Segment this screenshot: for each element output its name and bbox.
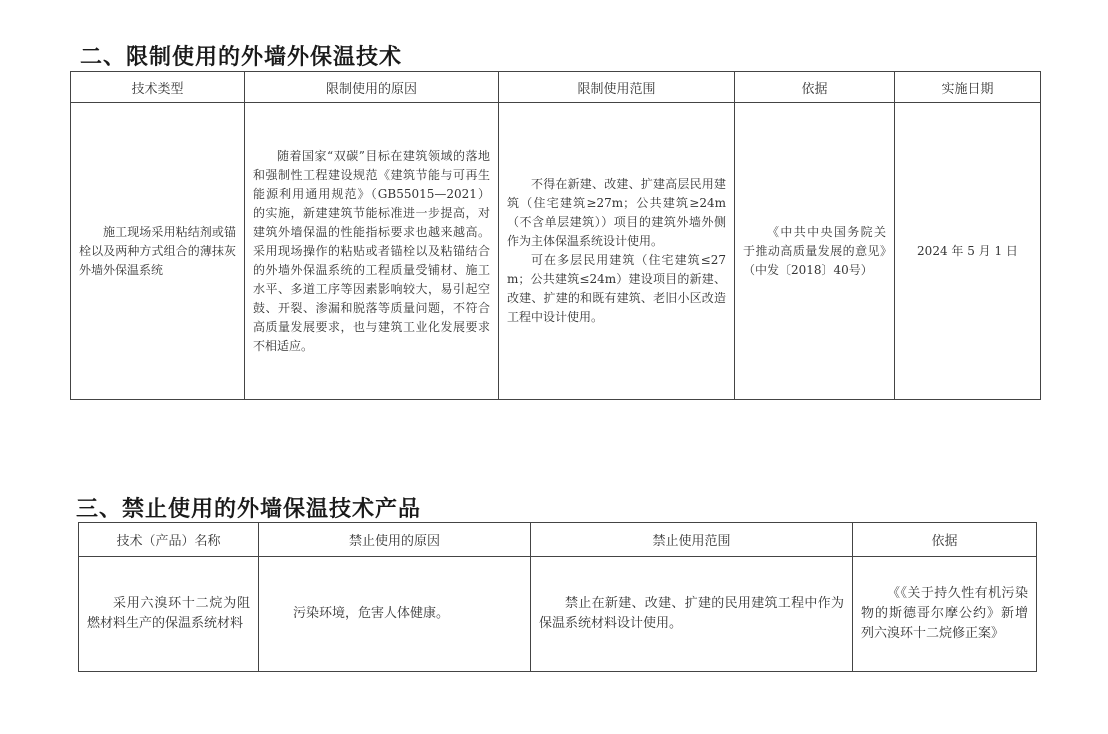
cell-effective-date — [895, 103, 1041, 400]
basis-text: 《《关于持久性有机污染物的斯德哥尔摩公约》新增列六溴环十二烷修正案》 — [861, 586, 1028, 641]
header-restriction-scope: 限制使用范围 — [499, 72, 735, 103]
cell-restriction-reason — [245, 103, 499, 400]
section-2-title: 二、限制使用的外墙外保温技术 — [80, 44, 403, 70]
table-row — [71, 103, 1041, 400]
header-product-name: 技术（产品）名称 — [79, 523, 259, 557]
prohibition-reason-text: 污染环境，危害人体健康。 — [293, 606, 450, 621]
cell-prohibition-scope — [531, 557, 853, 672]
cell-restriction-scope — [499, 103, 735, 400]
cell-basis — [735, 103, 895, 400]
restriction-scope-text-1: 不得在新建、改建、扩建高层民用建筑（住宅建筑≥27m；公共建筑≥24m（不含单层建筑））项目的建筑外墙外侧作为主体保温系统设计使用。 — [507, 177, 726, 248]
cell-tech-type — [71, 103, 245, 400]
prohibition-scope-text: 禁止在新建、改建、扩建的民用建筑工程中作为保温系统材料设计使用。 — [539, 596, 844, 631]
product-name-text: 采用六溴环十二烷为阻燃材料生产的保温系统材料 — [87, 596, 250, 631]
header-basis: 依据 — [735, 72, 895, 103]
header-tech-type: 技术类型 — [71, 72, 245, 103]
cell-product-name — [79, 557, 259, 672]
basis-text: 《中共中央国务院关于推动高质量发展的意见》（中发〔2018〕40号） — [743, 224, 886, 277]
restriction-reason-text: 随着国家“双碳”目标在建筑领域的落地和强制性工程建设规范《建筑节能与可再生能源利用通用规范》（GB55015—2021）的实施，新建建筑节能标准进一步提高，对建筑外墙保温的性能指标要求也越来越高。采用现场操作的粘贴或者锚栓以及粘锚结合的外墙外保温系统的工程质量受铺材、施工水平、多道工序等因素影响较大，易引起空鼓、开裂、渗漏和脱落等质量问题，不符合高质量发展要求，也与建筑工业化发展要求不相适应。 — [253, 148, 490, 353]
tech-type-text: 施工现场采用粘结剂或锚栓以及两种方式组合的薄抹灰外墙外保温系统 — [79, 224, 236, 277]
header-effective-date: 实施日期 — [895, 72, 1041, 103]
header-basis: 依据 — [853, 523, 1037, 557]
header-prohibition-reason: 禁止使用的原因 — [259, 523, 531, 557]
effective-date-text: 2024 年 5 月 1 日 — [917, 243, 1018, 258]
prohibited-product-table — [78, 522, 1037, 672]
header-restriction-reason: 限制使用的原因 — [245, 72, 499, 103]
table-header-row — [71, 72, 1041, 103]
restriction-scope-text-2: 可在多层民用建筑（住宅建筑≤27m；公共建筑≤24m）建设项目的新建、改建、扩建的和既有建筑、老旧小区改造工程中设计使用。 — [507, 253, 726, 324]
cell-prohibition-reason — [259, 557, 531, 672]
section-3-title: 三、禁止使用的外墙保温技术产品 — [76, 496, 422, 522]
cell-basis — [853, 557, 1037, 672]
restricted-technology-table — [70, 71, 1041, 400]
header-prohibition-scope: 禁止使用范围 — [531, 523, 853, 557]
table-header-row — [79, 523, 1037, 557]
table-row — [79, 557, 1037, 672]
